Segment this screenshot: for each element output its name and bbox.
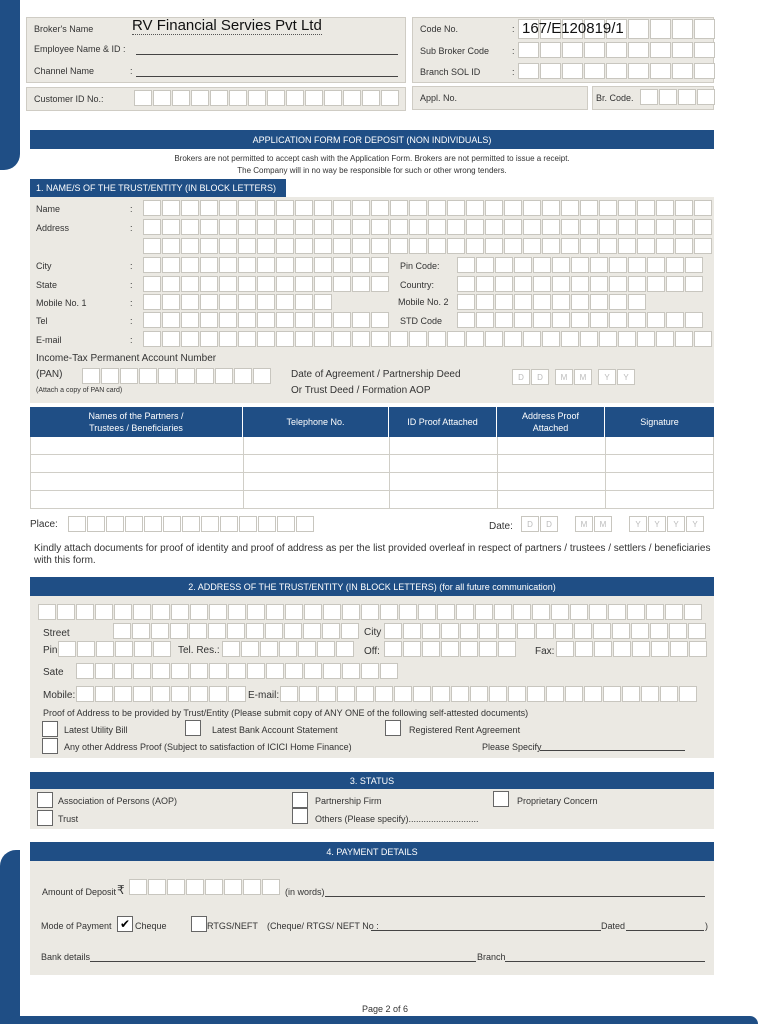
left-accent-bar-top xyxy=(0,0,20,170)
brokers-name-value[interactable]: RV Financial Servies Pvt Ltd xyxy=(132,17,322,34)
brokers-name-label: Broker's Name xyxy=(34,24,94,34)
employee-name-field[interactable] xyxy=(136,54,398,55)
country-label: Country: xyxy=(400,280,435,290)
email-boxes-s2[interactable] xyxy=(280,686,698,702)
sub-broker-label: Sub Broker Code xyxy=(420,46,490,56)
tel-boxes[interactable] xyxy=(143,312,390,328)
section1-title: 1. NAME/S OF THE TRUST/ENTITY (IN BLOCK LETTERS) xyxy=(30,179,286,197)
code-no-label: Code No. xyxy=(420,24,459,34)
others-checkbox[interactable] xyxy=(292,808,308,824)
pin-code-label: Pin Code: xyxy=(400,261,440,271)
code-no-value[interactable]: 167/E120819/1 xyxy=(522,20,624,37)
agreement-date-boxes[interactable]: D D M M Y Y xyxy=(512,369,636,385)
partners-col-telephone: Telephone No. xyxy=(243,407,389,437)
checkmark-icon: ✔ xyxy=(119,917,131,931)
city-boxes-s2[interactable] xyxy=(384,623,707,639)
pin-label-s2: Pin xyxy=(43,645,58,656)
country-boxes[interactable] xyxy=(457,276,704,292)
utility-bill-checkbox[interactable] xyxy=(42,721,58,737)
pan-boxes[interactable] xyxy=(82,368,272,384)
sub-broker-boxes[interactable] xyxy=(518,42,716,58)
tel-colon: : xyxy=(130,316,133,326)
email-label-s2: E-mail: xyxy=(248,690,280,701)
bank-details-label: Bank details xyxy=(41,952,91,962)
appl-no-label: Appl. No. xyxy=(420,93,458,103)
street-label: Street xyxy=(43,628,70,639)
section3-title: 3. STATUS xyxy=(30,772,714,789)
rtgs-checkbox[interactable] xyxy=(191,916,207,932)
amount-boxes[interactable] xyxy=(129,879,281,895)
rent-agreement-checkbox[interactable] xyxy=(385,720,401,736)
agreement-date-label: Date of Agreement / Partnership Deed xyxy=(291,369,461,380)
please-specify-field[interactable] xyxy=(540,750,685,751)
off-boxes[interactable] xyxy=(384,641,517,657)
branch-label: Branch xyxy=(477,952,506,962)
customer-id-boxes[interactable] xyxy=(134,90,400,106)
code-no-colon: : xyxy=(512,24,515,34)
partnership-label: Partnership Firm xyxy=(315,796,382,806)
dated-label: Dated xyxy=(601,921,626,931)
notice-line-2: The Company will in no way be responsible for such or other wrong tenders. xyxy=(237,166,507,175)
table-row[interactable] xyxy=(30,473,714,491)
std-code-boxes[interactable] xyxy=(457,312,704,328)
rent-agreement-label: Registered Rent Agreement xyxy=(409,725,521,735)
amount-in-words-field[interactable] xyxy=(325,896,705,897)
pan-label: Income-Tax Permanent Account Number xyxy=(36,353,217,364)
others-label: Others (Please specify)............................ xyxy=(315,814,479,824)
partners-col-address-proof: Address Proof Attached xyxy=(497,407,605,437)
branch-sol-label: Branch SOL ID xyxy=(420,67,481,77)
mobile2-boxes[interactable] xyxy=(457,294,647,310)
other-proof-label: Any other Address Proof (Subject to satisfaction of ICICI Home Finance) xyxy=(64,742,352,752)
mobile-boxes-s2[interactable] xyxy=(76,686,247,702)
form-title: APPLICATION FORM FOR DEPOSIT (NON INDIVIDUALS) xyxy=(30,130,714,149)
proprietary-checkbox[interactable] xyxy=(493,791,509,807)
notice-line-1: Brokers are not permitted to accept cash with the Application Form. Brokers are not permitted to issue a receipt. xyxy=(174,154,570,163)
channel-name-label: Channel Name xyxy=(34,66,95,76)
branch-sol-colon: : xyxy=(512,67,515,77)
rtgs-label: RTGS/NEFT xyxy=(207,921,258,931)
date-label: Date: xyxy=(489,521,513,532)
fax-label: Fax: xyxy=(535,646,555,657)
state-label-s2: Sate xyxy=(43,667,64,678)
aop-label: Association of Persons (AOP) xyxy=(58,796,178,806)
fax-boxes[interactable] xyxy=(556,641,708,657)
kindly-attach-note: Kindly attach documents for proof of identity and proof of address as per the list provided overleaf in respect of partners / trustees / settlers / beneficiaries with this form. xyxy=(34,543,711,566)
street-boxes[interactable] xyxy=(113,623,360,639)
mobile1-boxes[interactable] xyxy=(143,294,333,310)
customer-id-label: Customer ID No.: xyxy=(34,94,104,104)
address-line-boxes[interactable] xyxy=(38,604,703,620)
rupee-icon: ₹ xyxy=(117,883,125,897)
section2-title: 2. ADDRESS OF THE TRUST/ENTITY (IN BLOCK LETTERS) (for all future communication) xyxy=(30,577,714,596)
pan-sub-label: (PAN) xyxy=(36,369,63,380)
pin-code-boxes[interactable] xyxy=(457,257,704,273)
mobile1-label: Mobile No. 1 xyxy=(36,298,87,308)
city-label: City xyxy=(36,261,52,271)
bank-statement-checkbox[interactable] xyxy=(185,720,201,736)
city-colon: : xyxy=(130,261,133,271)
city-boxes[interactable] xyxy=(143,257,390,273)
table-divider xyxy=(497,437,498,509)
table-row[interactable] xyxy=(30,491,714,509)
email-colon: : xyxy=(130,335,133,345)
cheque-label: Cheque xyxy=(135,921,167,931)
city-label-s2: City xyxy=(364,627,382,638)
channel-name-field[interactable] xyxy=(136,76,398,77)
trust-label: Trust xyxy=(58,814,79,824)
address-boxes-row2[interactable] xyxy=(143,238,713,254)
trust-checkbox[interactable] xyxy=(37,810,53,826)
bank-statement-label: Latest Bank Account Statement xyxy=(212,725,338,735)
address-boxes-row1[interactable] xyxy=(143,219,713,235)
table-divider xyxy=(389,437,390,509)
bottom-accent-bar xyxy=(8,1016,758,1024)
cheque-checkbox[interactable] xyxy=(117,916,133,932)
amount-deposit-label: Amount of Deposit xyxy=(42,887,117,897)
name-colon: : xyxy=(130,204,133,214)
pin-boxes-s2[interactable] xyxy=(58,641,172,657)
table-row[interactable] xyxy=(30,437,714,455)
cheque-no-label: (Cheque/ RTGS/ NEFT No : xyxy=(267,921,379,931)
agreement-date-label-2: Or Trust Deed / Formation AOP xyxy=(291,385,431,396)
br-code-label: Br. Code. xyxy=(596,93,634,103)
close-paren: ) xyxy=(705,921,708,931)
mode-payment-label: Mode of Payment xyxy=(41,921,112,931)
branch-field[interactable] xyxy=(505,961,705,962)
cheque-no-field[interactable] xyxy=(371,930,601,931)
table-row[interactable] xyxy=(30,455,714,473)
branch-sol-boxes[interactable] xyxy=(518,63,716,79)
address-colon: : xyxy=(130,223,133,233)
place-label: Place: xyxy=(30,519,58,530)
pan-note: (Attach a copy of PAN card) xyxy=(36,387,123,394)
place-boxes[interactable] xyxy=(68,516,315,532)
partners-col-signature: Signature xyxy=(605,407,714,437)
partners-col-id-proof: ID Proof Attached xyxy=(389,407,497,437)
section4-title: 4. PAYMENT DETAILS xyxy=(30,842,714,861)
mobile-label-s2: Mobile: xyxy=(43,690,76,701)
aop-checkbox[interactable] xyxy=(37,792,53,808)
tel-res-label: Tel. Res.: xyxy=(178,645,220,656)
partnership-checkbox[interactable] xyxy=(292,792,308,808)
std-code-label: STD Code xyxy=(400,316,443,326)
channel-colon: : xyxy=(130,66,133,76)
bank-details-field[interactable] xyxy=(90,961,476,962)
state-colon: : xyxy=(130,280,133,290)
email-boxes[interactable] xyxy=(143,331,713,347)
date-boxes[interactable]: D D M M Y Y Y Y xyxy=(521,516,705,532)
table-divider xyxy=(605,437,606,509)
table-divider xyxy=(713,437,714,509)
partners-col-names: Names of the Partners / Trustees / Beneficiaries xyxy=(30,407,243,437)
other-proof-checkbox[interactable] xyxy=(42,738,58,754)
employee-name-label: Employee Name & ID : xyxy=(34,44,126,54)
off-label: Off: xyxy=(364,646,380,657)
email-label: E-mail xyxy=(36,335,62,345)
mobile2-label: Mobile No. 2 xyxy=(398,297,449,307)
sub-broker-colon: : xyxy=(512,46,515,56)
tel-label: Tel xyxy=(36,316,48,326)
table-divider xyxy=(243,437,244,509)
name-label: Name xyxy=(36,204,61,214)
br-code-boxes[interactable] xyxy=(640,89,716,105)
state-label: State xyxy=(36,280,58,290)
table-divider xyxy=(30,437,31,509)
utility-bill-label: Latest Utility Bill xyxy=(64,725,128,735)
proof-address-note: Proof of Address to be provided by Trust/Entity (Please submit copy of ANY ONE of the following self-attested documents) xyxy=(43,708,529,718)
name-boxes[interactable] xyxy=(143,200,713,216)
in-words-label: (in words) xyxy=(285,887,325,897)
address-label: Address xyxy=(36,223,70,233)
state-boxes-s2[interactable] xyxy=(76,663,399,679)
proprietary-label: Proprietary Concern xyxy=(517,796,598,806)
mobile1-colon: : xyxy=(130,298,133,308)
state-boxes[interactable] xyxy=(143,276,390,292)
dated-field[interactable] xyxy=(626,930,704,931)
page-number: Page 2 of 6 xyxy=(362,1004,409,1014)
tel-res-boxes[interactable] xyxy=(222,641,355,657)
left-accent-bar-bottom xyxy=(0,850,20,1024)
please-specify-label: Please Specify xyxy=(482,742,542,752)
